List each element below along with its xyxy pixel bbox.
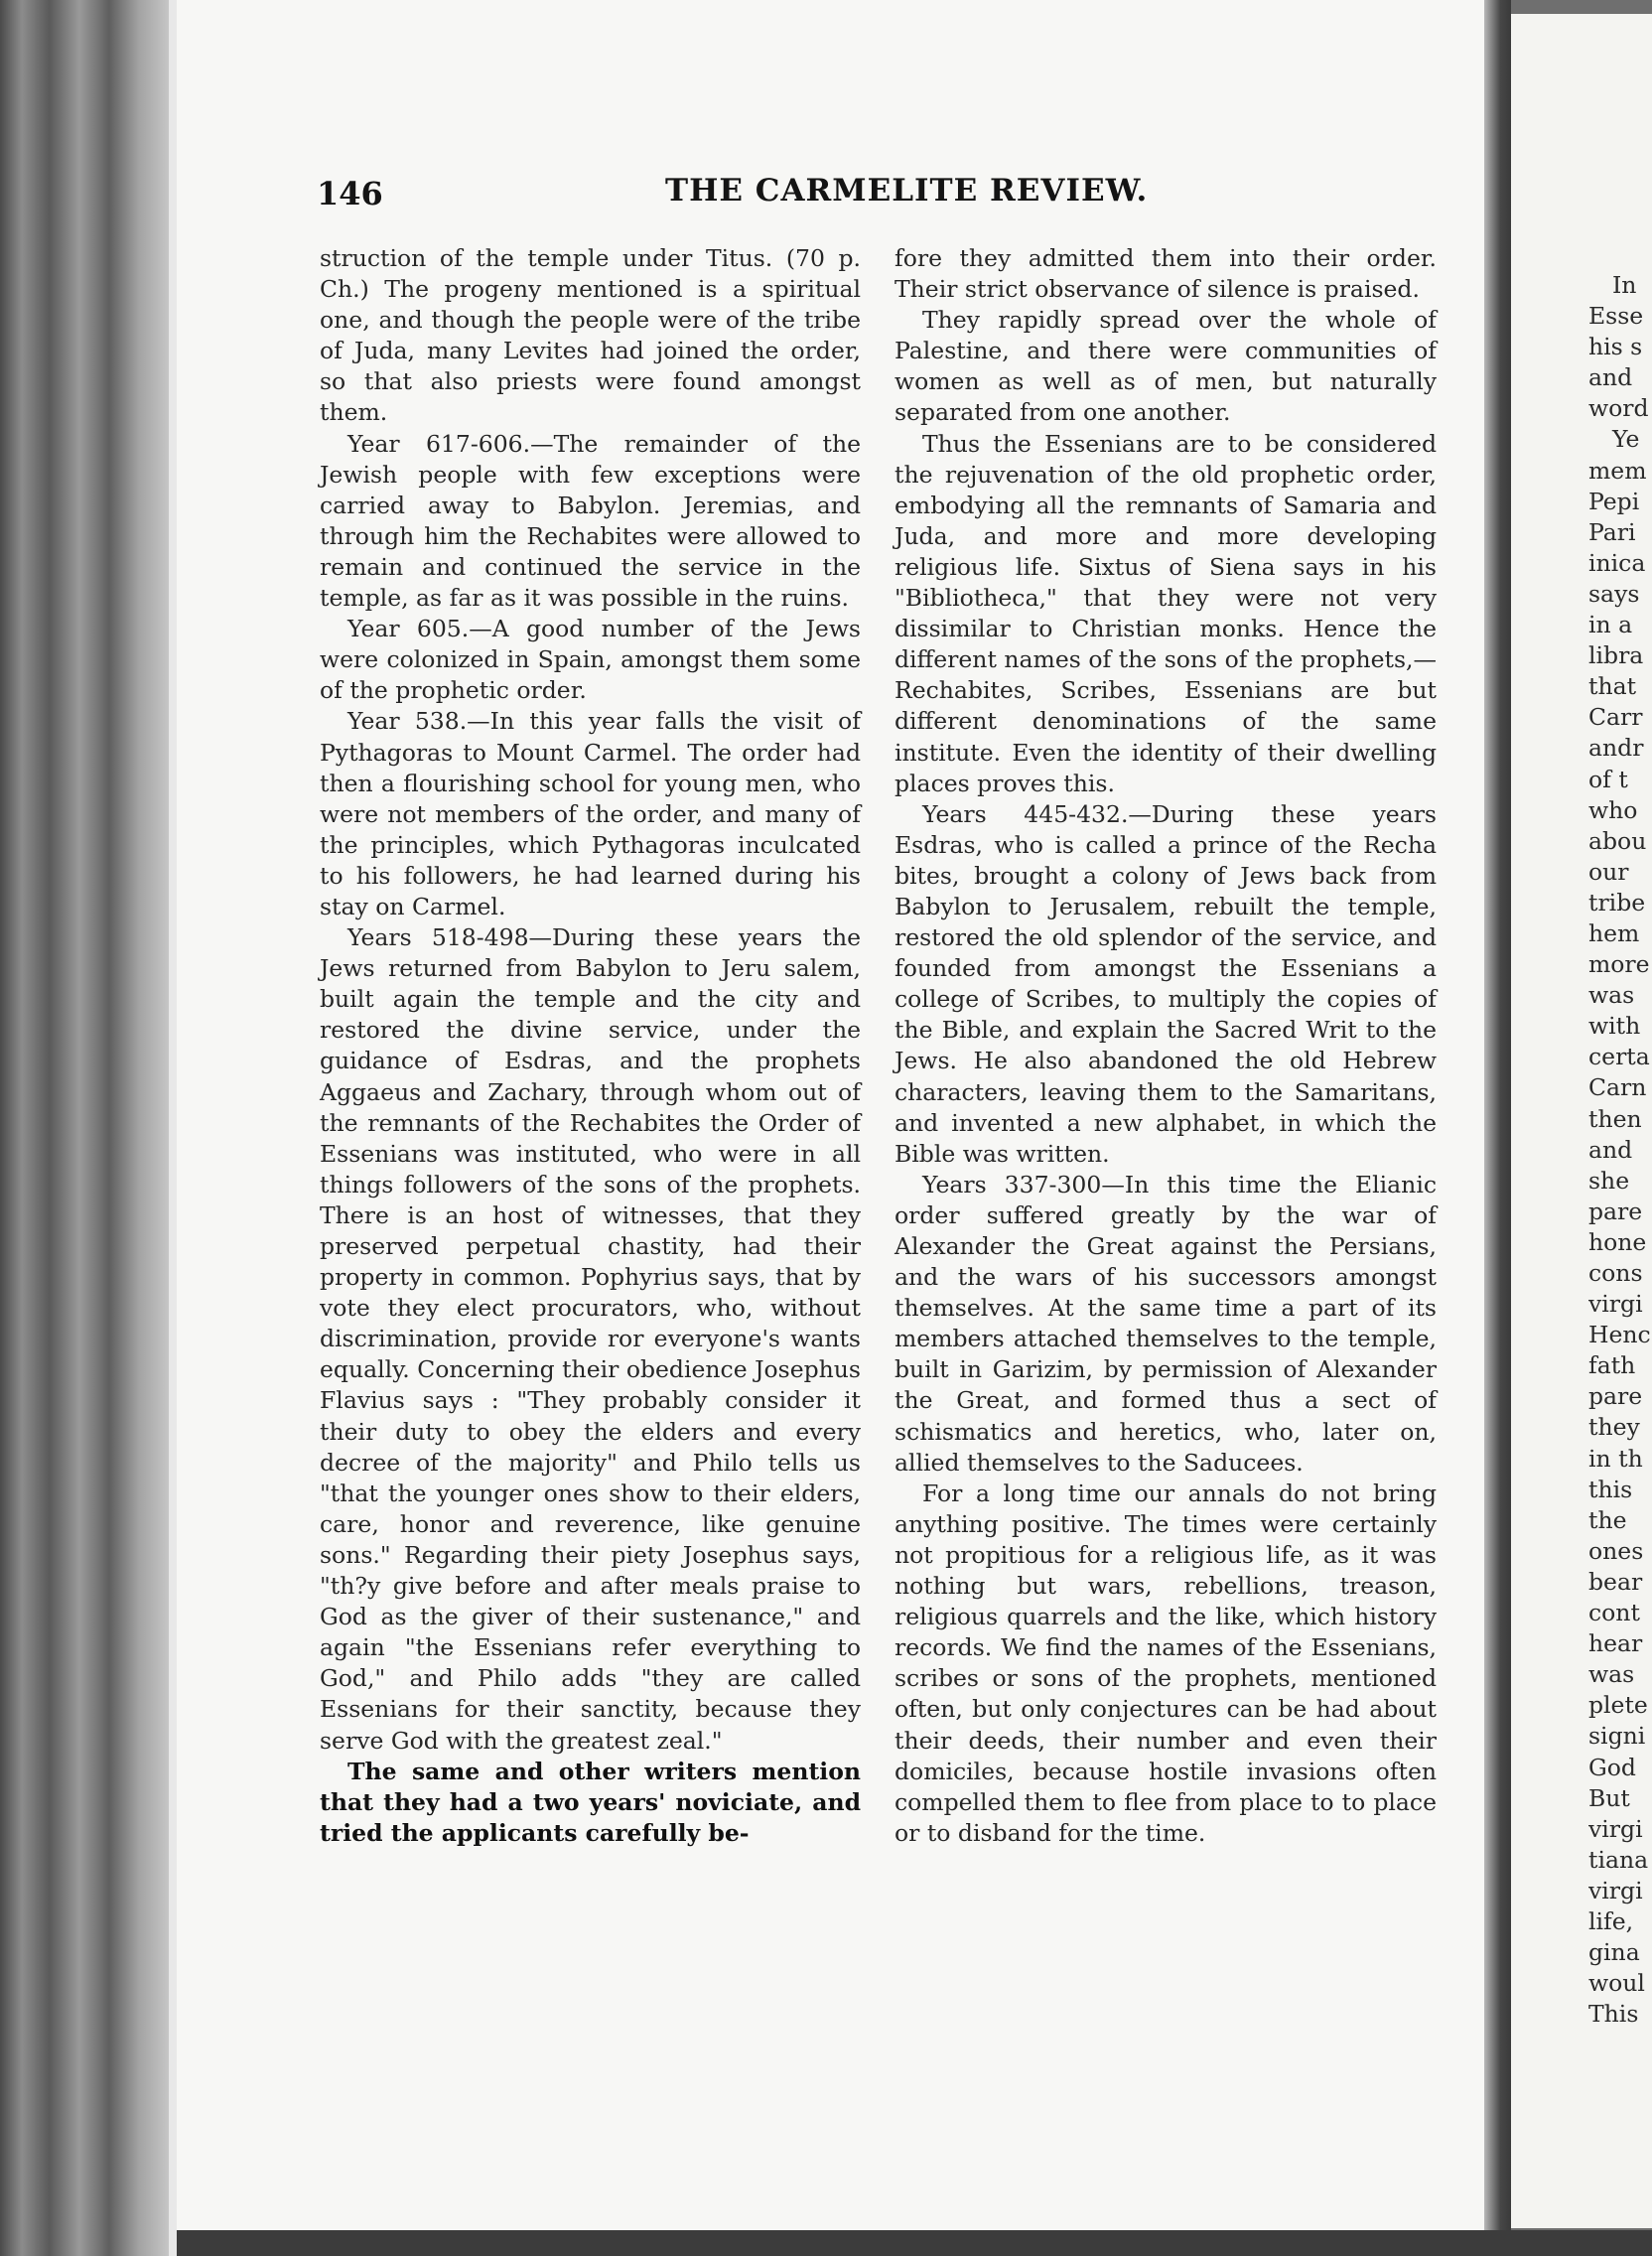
running-title: THE CARMELITE REVIEW. bbox=[665, 173, 1149, 209]
facing-page-line: God bbox=[1588, 1753, 1636, 1781]
facing-page-line: fath bbox=[1588, 1351, 1636, 1380]
facing-page-text bbox=[1588, 270, 1652, 2030]
scan-bottom-edge bbox=[177, 2230, 1652, 2256]
paragraph: The same and other writers mention that they had a two years' noviciate, and tried the applicants carefully be- bbox=[320, 1757, 861, 1847]
facing-page-line: In bbox=[1612, 271, 1637, 299]
paragraph: Year 605.—A good number of the Jews were colonized in Spain, amongst them some of the prophetic order. bbox=[320, 615, 861, 705]
page-gutter bbox=[1484, 0, 1511, 2256]
facing-page-line: But bbox=[1588, 1783, 1630, 1812]
facing-page-line: signi bbox=[1588, 1722, 1646, 1751]
facing-page-line: and bbox=[1588, 1135, 1633, 1164]
facing-page-line: says bbox=[1588, 579, 1640, 608]
facing-page-line: hem bbox=[1588, 918, 1640, 947]
facing-page-line: Carn bbox=[1588, 1073, 1647, 1102]
facing-page-line: with bbox=[1588, 1012, 1641, 1041]
facing-page-line: Ye bbox=[1612, 425, 1640, 454]
facing-page-line: cont bbox=[1588, 1599, 1640, 1627]
facing-page-line: Pari bbox=[1588, 517, 1636, 546]
facing-page-line: ones bbox=[1588, 1536, 1644, 1565]
facing-page-line: Henc bbox=[1588, 1321, 1651, 1349]
facing-page-line: then bbox=[1588, 1104, 1642, 1133]
paragraph: fore they admitted them into their order. Their strict observance of silence is praised. bbox=[895, 244, 1437, 304]
facing-page-line: the bbox=[1588, 1505, 1627, 1534]
facing-page-line: more bbox=[1588, 950, 1650, 979]
facing-page-line: she bbox=[1588, 1166, 1630, 1195]
facing-page-line: his s bbox=[1588, 333, 1643, 361]
facing-page-line: virgi bbox=[1588, 1876, 1643, 1904]
paragraph: Years 337-300—In this time the Elianic order suffered greatly by the war of Alexander the Great against the Persians, and the wars of his successors amongst themselves. At the same time a part of its members attached themselves to the temple, built in Garizim, by permission of Alexander the Great, and formed thus a sect of schismatics and heretics, who, later on, allied themselves to the Saducees. bbox=[895, 1170, 1437, 1477]
facing-page-line: and bbox=[1588, 363, 1633, 392]
left-column bbox=[320, 243, 861, 1849]
facing-page-line: life, bbox=[1588, 1906, 1634, 1935]
facing-page-line: of t bbox=[1588, 765, 1628, 793]
paragraph: Year 617-606.—The remainder of the Jewish people with few exceptions were carried away to Babylon. Jeremias, and through him the Rechabites were allowed to remain and continued the service in the temple, as far as it was possible in the ruins. bbox=[320, 429, 861, 613]
facing-page-line: who bbox=[1588, 795, 1638, 824]
paragraph: struction of the temple under Titus. (70 p. Ch.) The progeny mentioned is a spiritual one, and though the people were of the tribe of Juda, many Levites had joined the order, so that also priests were found amongst them. bbox=[320, 244, 861, 427]
facing-page-line: This bbox=[1588, 2000, 1639, 2029]
paragraph: Thus the Essenians are to be considered the rejuvenation of the old prophetic order, embodying all the remnants of Samaria and Juda, and more and more developing religious life. Sixtus of Siena says in his "Bibliotheca," that they were not very dissimilar to Christian monks. Hence the different names of the sons of the prophets,—Rechabites, Scribes, Essenians are but different denominations of the same institute. Even the identity of their dwelling places proves this. bbox=[895, 429, 1437, 797]
paragraph: They rapidly spread over the whole of Palestine, and there were communities of women as well as of men, but naturally separated from one another. bbox=[895, 306, 1437, 427]
page-number: 146 bbox=[317, 175, 383, 212]
facing-page-line: they bbox=[1588, 1413, 1640, 1442]
facing-page-line: Esse bbox=[1588, 302, 1644, 331]
facing-page-line: certa bbox=[1588, 1043, 1650, 1071]
facing-page-line: was bbox=[1588, 981, 1635, 1010]
facing-page-line: Carr bbox=[1588, 703, 1643, 732]
facing-page-line: andr bbox=[1588, 734, 1644, 763]
paragraph: For a long time our annals do not bring anything positive. The times were certainly not propitious for a religious life, as it was nothing but wars, rebellions, treason, religious quarrels and the like, which history records. We find the names of the Essenians, scribes or sons of the prophets, mentioned often, but only conjectures can be had about their deeds, their number and even their domiciles, because hostile invasions often compelled them to flee from place to to place or to disband for the time. bbox=[895, 1479, 1437, 1847]
facing-page-line: gina bbox=[1588, 1938, 1640, 1967]
facing-page-line: tribe bbox=[1588, 888, 1646, 916]
facing-page-line: virgi bbox=[1588, 1290, 1643, 1319]
facing-page-line: plete bbox=[1588, 1691, 1648, 1720]
facing-page-line: pare bbox=[1588, 1197, 1643, 1225]
facing-page-line: was bbox=[1588, 1660, 1635, 1689]
facing-page-line: word bbox=[1588, 394, 1649, 423]
facing-page-line: hear bbox=[1588, 1629, 1643, 1658]
paragraph: Years 445-432.—During these years Esdras, who is called a prince of the Recha bites, brought a colony of Jews back from Babylon to Jerusalem, rebuilt the temple, restored the old splendor of the service, and founded from amongst the Essenians a college of Scribes, to multiply the copies of the Bible, and explain the Sacred Writ to the Jews. He also abandoned the old Hebrew characters, leaving them to the Samaritans, and invented a new alphabet, in which the Bible was written. bbox=[895, 799, 1437, 1168]
facing-page-line: inica bbox=[1588, 548, 1646, 577]
facing-page-line: our bbox=[1588, 857, 1629, 886]
facing-page-line: woul bbox=[1588, 1969, 1645, 1998]
middle-column bbox=[895, 243, 1437, 1849]
facing-page-line: bear bbox=[1588, 1567, 1643, 1596]
facing-page-line: tiana bbox=[1588, 1845, 1649, 1874]
facing-page-line: Pepi bbox=[1588, 487, 1640, 515]
book-spine bbox=[0, 0, 177, 2256]
facing-page-line: libra bbox=[1588, 641, 1644, 670]
paragraph: Years 518-498—During these years the Jews returned from Babylon to Jeru salem, built again the temple and the city and restored the divine service, under the guidance of Esdras, and the prophets Aggaeus and Zachary, through whom out of the remnants of the Rechabites the Order of Essenians was instituted, who were in all things followers of the sons of the prophets. There is an host of witnesses, that they preserved perpetual chastity, had their property in common. Pophyrius says, that by vote they elect procurators, who, without discrimination, provide ror everyone's wants equally. Concerning their obedience Josephus Flavius says : "They probably consider it their duty to obey the elders and every decree of the majority" and Philo tells us "that the younger ones show to their elders, care, honor and reverence, like genuine sons." Regarding their piety Josephus says, "th?y give before and after meals praise to God as the giver of their sustenance," and again "the Essenians refer everything to God," and Philo adds "they are called Essenians for their sanctity, because they serve God with the greatest zeal." bbox=[320, 923, 861, 1755]
paragraph: Year 538.—In this year falls the visit of Pythagoras to Mount Carmel. The order had then a flourishing school for young men, who were not members of the order, and many of the principles, which Pythagoras inculcated to his followers, he had learned during his stay on Carmel. bbox=[320, 707, 861, 920]
facing-page-line: virgi bbox=[1588, 1814, 1643, 1843]
facing-page-line: in th bbox=[1588, 1444, 1643, 1473]
facing-page-line: this bbox=[1588, 1475, 1633, 1503]
facing-page-line: hone bbox=[1588, 1227, 1647, 1256]
facing-page-line: that bbox=[1588, 672, 1637, 701]
facing-page-line: mem bbox=[1588, 456, 1647, 485]
facing-page-line: cons bbox=[1588, 1259, 1643, 1287]
facing-page-line: in a bbox=[1588, 611, 1633, 639]
facing-page-line: pare bbox=[1588, 1382, 1643, 1411]
facing-page-line: abou bbox=[1588, 826, 1647, 855]
